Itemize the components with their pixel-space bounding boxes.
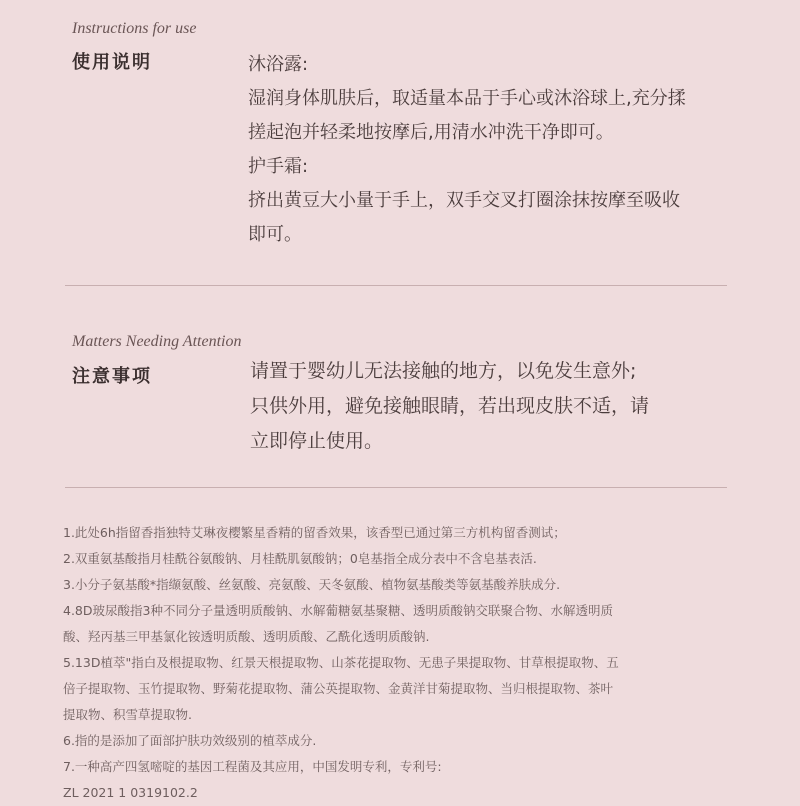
attention-zh-title: 注意事项 <box>72 366 152 387</box>
footnote-line: 酸、羟丙基三甲基氯化铵透明质酸、透明质酸、乙酰化透明质酸钠. <box>63 629 430 644</box>
attention-line-3: 立即停止使用。 <box>250 430 384 452</box>
footnote-line: 7.一种高产四氢嘧啶的基因工程菌及其应用，中国发明专利，专利号: <box>63 759 442 774</box>
section-divider-1 <box>65 285 727 286</box>
attention-line-2: 只供外用，避免接触眼睛，若出现皮肤不适，请 <box>250 395 650 417</box>
attention-en-title: Matters Needing Attention <box>72 333 242 350</box>
footnote-line: 倍子提取物、玉竹提取物、野菊花提取物、蒲公英提取物、金黄洋甘菊提取物、当归根提取物、茶叶 <box>63 681 614 696</box>
attention-body <box>250 354 649 459</box>
footnote-line: 2.双重氨基酸指月桂酰谷氨酸钠、月桂酰肌氨酸钠；0皂基指全成分表中不含皂基表活. <box>63 551 537 566</box>
footnote-line: 提取物、积雪草提取物. <box>63 707 192 722</box>
hand-cream-heading: 护手霜: <box>248 156 309 177</box>
hand-cream-line-1: 挤出黄豆大小量于手上，双手交叉打圈涂抹按摩至吸收 <box>248 190 680 211</box>
footnotes <box>63 520 753 806</box>
instructions-zh-title: 使用说明 <box>72 52 152 73</box>
section-divider-2 <box>65 487 727 488</box>
footnote-line: 1.此处6h指留香指独特艾琳夜樱繁星香精的留香效果，该香型已通过第三方机构留香测试； <box>63 525 566 540</box>
footnote-line: 4.8D玻尿酸指3种不同分子量透明质酸钠、水解葡糖氨基聚糖、透明质酸钠交联聚合物、水解透明质 <box>63 603 613 618</box>
footnote-line: 6.指的是添加了面部护肤功效级别的植萃成分. <box>63 733 317 748</box>
instructions-en-title: Instructions for use <box>72 20 197 37</box>
body-wash-line-2: 搓起泡并轻柔地按摩后,用清水冲洗干净即可。 <box>248 122 614 143</box>
body-wash-heading: 沐浴露: <box>248 54 309 75</box>
footnote-line: 3.小分子氨基酸*指缬氨酸、丝氨酸、亮氨酸、天冬氨酸、植物氨基酸类等氨基酸养肤成分. <box>63 577 561 592</box>
footnote-line: 5.13D植萃"指白及根提取物、红景天根提取物、山茶花提取物、无患子果提取物、甘草根提取物、五 <box>63 655 619 670</box>
footnote-line: ZL 2021 1 0319102.2 <box>63 785 198 800</box>
hand-cream-line-2: 即可。 <box>248 224 302 245</box>
instructions-body <box>248 48 686 252</box>
attention-line-1: 请置于婴幼儿无法接触的地方，以免发生意外; <box>250 360 637 382</box>
body-wash-line-1: 湿润身体肌肤后，取适量本品于手心或沐浴球上,充分揉 <box>248 88 686 109</box>
